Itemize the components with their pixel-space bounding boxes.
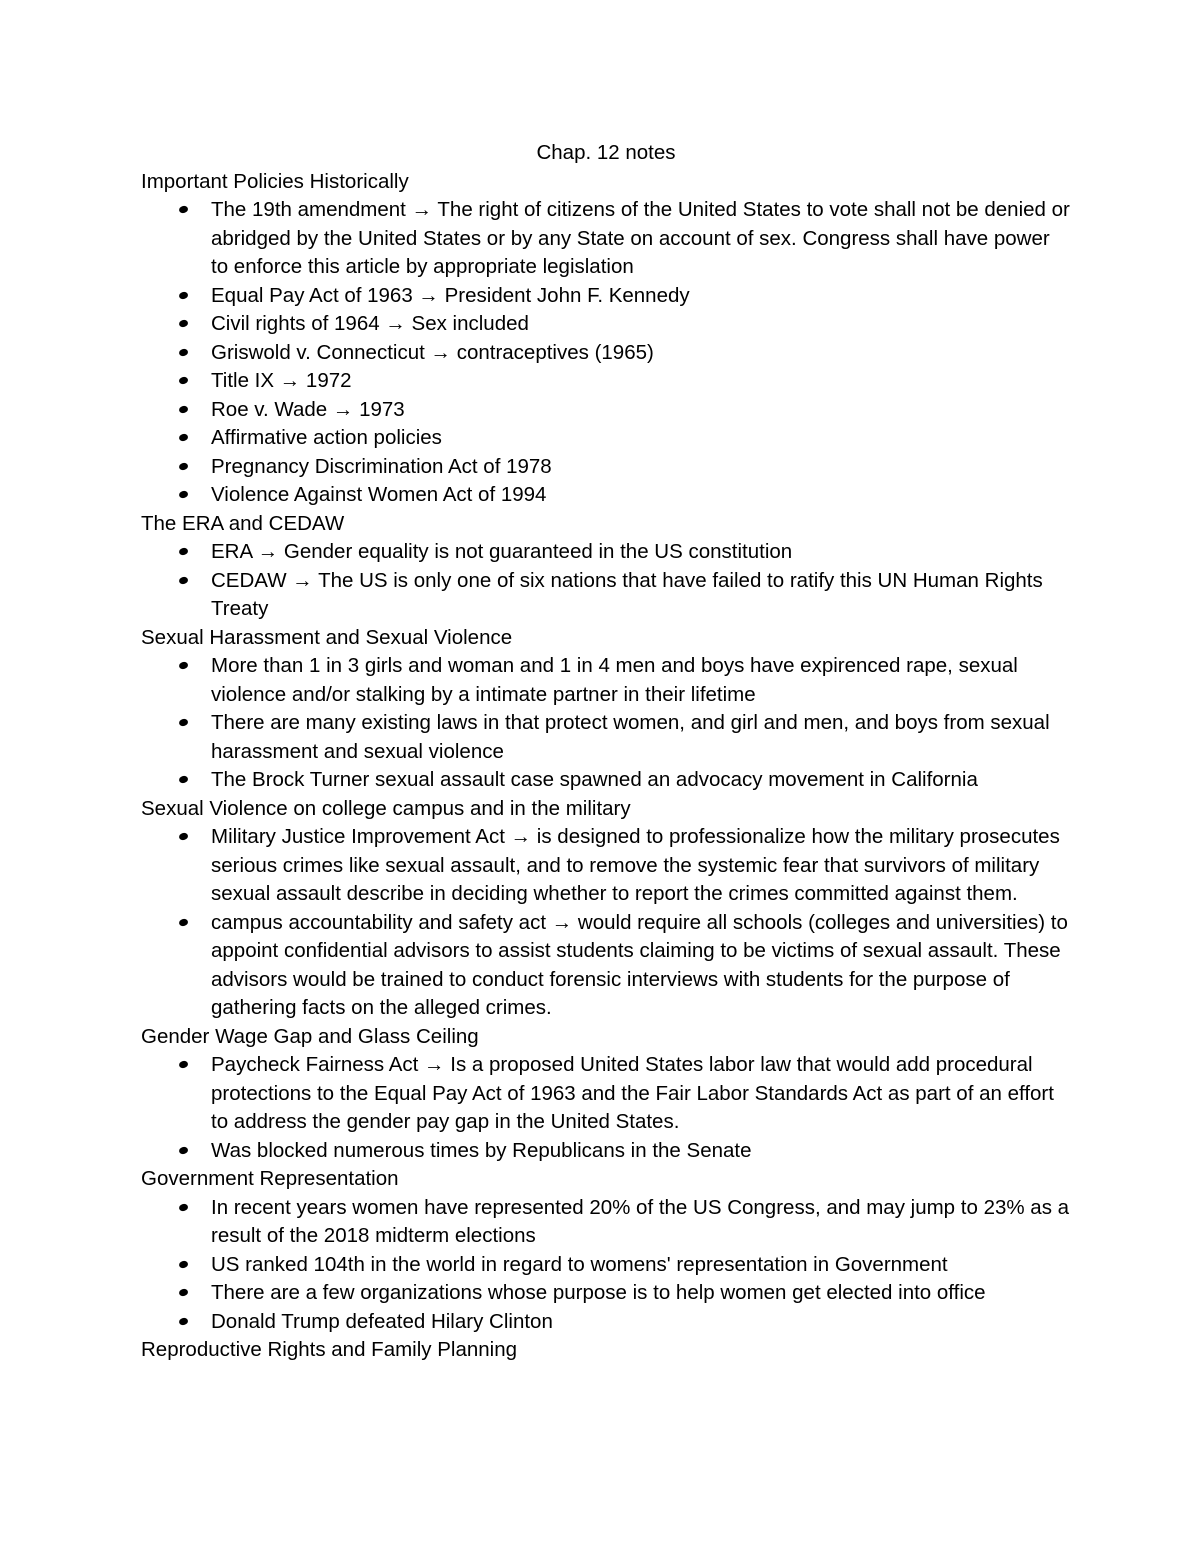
section-heading: Sexual Harassment and Sexual Violence bbox=[141, 625, 513, 649]
list-item-text: Donald Trump defeated Hilary Clinton bbox=[211, 1309, 553, 1333]
bullet-list bbox=[141, 538, 1071, 624]
bullet-icon bbox=[178, 1316, 189, 1325]
bullet-icon bbox=[178, 547, 189, 556]
list-item-text: In recent years women have represented 20% of the US Congress, and may jump to 23% as a result of the 2018 midterm elections bbox=[211, 1195, 1070, 1247]
section-heading: Sexual Violence on college campus and in the military bbox=[141, 796, 631, 820]
bullet-icon bbox=[178, 1202, 189, 1211]
section-heading: Gender Wage Gap and Glass Ceiling bbox=[141, 1024, 479, 1048]
bullet-icon bbox=[178, 376, 189, 385]
list-item-text: Military Justice Improvement Act → is designed to professionalize how the military prosecutes serious crimes like sexual assault, and to remove the systemic fear that survivors of military sexual assault describe in deciding whether to report the crimes committed against them. bbox=[211, 825, 1060, 905]
bullet-icon bbox=[178, 661, 189, 670]
list-item-text: US ranked 104th in the world in regard to womens' representation in Government bbox=[211, 1252, 948, 1276]
section-heading: Reproductive Rights and Family Planning bbox=[141, 1338, 518, 1361]
bullet-list bbox=[141, 1194, 1071, 1337]
list-item-text: Civil rights of 1964 → Sex included bbox=[211, 312, 529, 335]
list-item-text: CEDAW → The US is only one of six nations that have failed to ratify this UN Human Rights Treaty bbox=[211, 568, 1043, 620]
list-item-text: There are many existing laws in that protect women, and girl and men, and boys from sexual harassment and sexual violence bbox=[211, 711, 1050, 763]
list-item bbox=[211, 1279, 1071, 1308]
list-item-text: Title IX → 1972 bbox=[211, 369, 352, 392]
bullet-icon bbox=[178, 775, 189, 784]
list-item-text: Equal Pay Act of 1963 → President John F. Kennedy bbox=[211, 283, 690, 307]
list-item-text: The 19th amendment → The right of citizens of the United States to vote shall not be denied or abridged by the United States or by any State on account of sex. Congress shall have power to enforce this article by appropriate legislation bbox=[211, 198, 1070, 278]
list-item-text: Affirmative action policies bbox=[211, 426, 442, 449]
bullet-icon bbox=[178, 718, 189, 727]
section-heading: Important Policies Historically bbox=[141, 169, 409, 193]
bullet-icon bbox=[178, 433, 189, 442]
list-item-text: Pregnancy Discrimination Act of 1978 bbox=[211, 454, 552, 478]
list-item bbox=[211, 481, 1071, 510]
list-item bbox=[211, 367, 1071, 396]
list-item bbox=[211, 310, 1071, 339]
list-item bbox=[211, 652, 1071, 709]
list-item-text: The Brock Turner sexual assault case spawned an advocacy movement in California bbox=[211, 768, 978, 791]
list-item bbox=[211, 453, 1071, 482]
bullet-icon bbox=[178, 1060, 189, 1069]
list-item bbox=[211, 1137, 1071, 1166]
list-item bbox=[211, 424, 1071, 453]
list-item bbox=[211, 1194, 1071, 1251]
list-item-text: Violence Against Women Act of 1994 bbox=[211, 483, 547, 506]
bullet-icon bbox=[178, 461, 189, 470]
bullet-icon bbox=[178, 347, 189, 356]
list-item bbox=[211, 196, 1071, 282]
bullet-icon bbox=[178, 917, 189, 926]
bullet-icon bbox=[178, 1145, 189, 1154]
list-item-text: There are a few organizations whose purpose is to help women get elected into office bbox=[211, 1281, 986, 1304]
list-item-text: ERA → Gender equality is not guaranteed in the US constitution bbox=[211, 540, 793, 563]
list-item-text: Roe v. Wade → 1973 bbox=[211, 397, 405, 421]
bullet-icon bbox=[178, 1259, 189, 1268]
list-item-text: Was blocked numerous times by Republicans in the Senate bbox=[211, 1138, 752, 1162]
list-item-text: Paycheck Fairness Act → Is a proposed United States labor law that would add procedural protections to the Equal Pay Act of 1963 and the Fair Labor Standards Act as part of an effort to address the gender pay gap in the United States. bbox=[211, 1053, 1054, 1133]
list-item bbox=[211, 396, 1071, 425]
bullet-list bbox=[141, 823, 1071, 1023]
list-item bbox=[211, 909, 1071, 1023]
document-page bbox=[141, 139, 1071, 1365]
bullet-icon bbox=[178, 575, 189, 584]
list-item bbox=[211, 282, 1071, 311]
bullet-list bbox=[141, 196, 1071, 510]
list-item bbox=[211, 1051, 1071, 1137]
section-heading: Government Representation bbox=[141, 1167, 399, 1190]
section-heading: The ERA and CEDAW bbox=[141, 511, 345, 535]
list-item bbox=[211, 1308, 1071, 1337]
bullet-icon bbox=[178, 404, 189, 413]
list-item bbox=[211, 823, 1071, 909]
bullet-icon bbox=[178, 205, 189, 214]
list-item-text: campus accountability and safety act → would require all schools (colleges and universities) to appoint confidential advisors to assist students claiming to be victims of sexual assault. These advisors would be trained to conduct forensic interviews with students for the purpose of gathering facts on the alleged crimes. bbox=[211, 910, 1068, 1019]
bullet-icon bbox=[178, 290, 189, 299]
notes-body bbox=[141, 168, 1071, 1365]
list-item bbox=[211, 538, 1071, 567]
bullet-list bbox=[141, 1051, 1071, 1165]
bullet-list bbox=[141, 652, 1071, 795]
list-item-text: More than 1 in 3 girls and woman and 1 in 4 men and boys have expirenced rape, sexual violence and/or stalking by a intimate partner in their lifetime bbox=[211, 654, 1018, 706]
list-item bbox=[211, 709, 1071, 766]
list-item bbox=[211, 1251, 1071, 1280]
list-item bbox=[211, 567, 1071, 624]
bullet-icon bbox=[178, 490, 189, 499]
bullet-icon bbox=[178, 832, 189, 841]
page-title: Chap. 12 notes bbox=[536, 141, 676, 164]
bullet-icon bbox=[178, 319, 189, 328]
list-item bbox=[211, 766, 1071, 795]
list-item-text: Griswold v. Connecticut → contraceptives (1965) bbox=[211, 340, 654, 364]
bullet-icon bbox=[178, 1288, 189, 1297]
list-item bbox=[211, 339, 1071, 368]
